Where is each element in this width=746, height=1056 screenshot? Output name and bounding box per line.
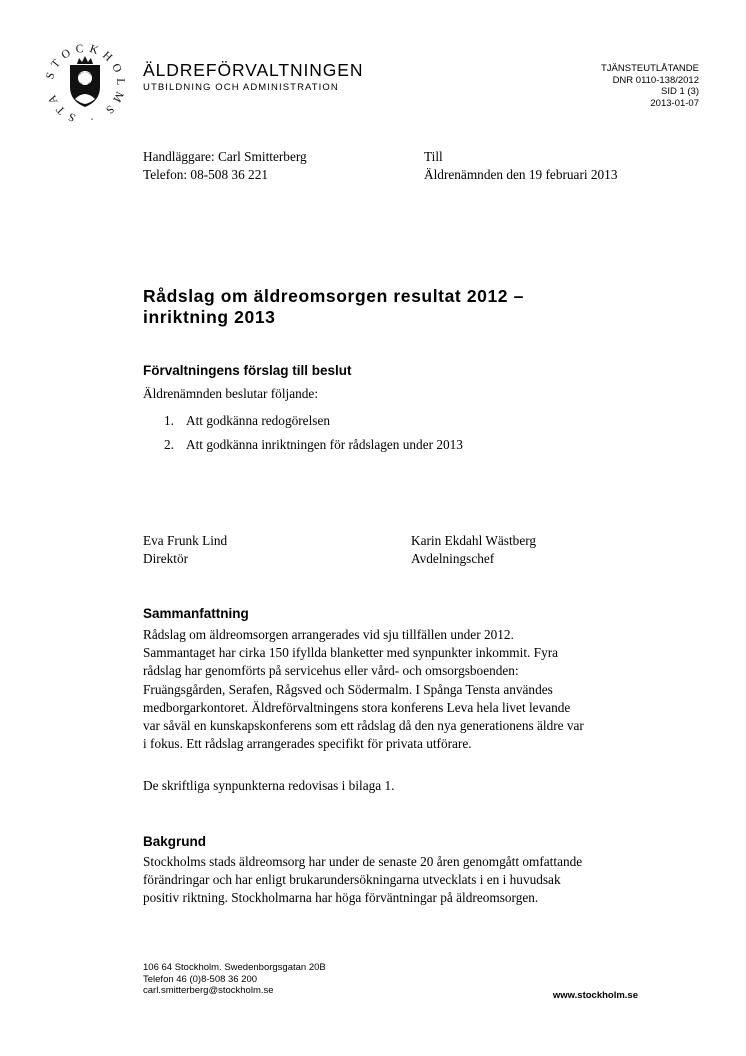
doc-date: 2013-01-07 [650,97,699,109]
to-value: Äldrenämnden den 19 februari 2013 [424,167,618,182]
list-item [164,436,463,460]
footer-street: 106 64 Stockholm. Swedenborgsgatan 20B [143,962,326,973]
text-line: Rådslag om äldreomsorgen arrangerades vid sju tillfällen under 2012. [143,627,514,642]
title-line-2: inriktning 2013 [143,307,276,327]
signature-title: Avdelningschef [411,551,495,566]
signature-department-head [411,532,536,568]
summary-note: De skriftliga synpunkterna redovisas i bilaga 1. [143,778,395,793]
doc-dnr: DNR 0110-138/2012 [612,74,699,86]
signature-title: Direktör [143,551,189,566]
proposal-heading: Förvaltningens förslag till beslut [143,363,352,378]
to-label: Till [424,149,443,164]
footer-address [143,962,326,997]
proposal-intro: Äldrenämnden beslutar följande: [143,386,319,401]
doc-type: TJÄNSTEUTLÅTANDE [600,63,699,74]
background-paragraph [143,853,643,908]
text-line: Fruängsgården, Serafen, Rågsved och Södermalm. I Spånga Tensta användes [143,681,553,697]
signature-director [143,532,227,568]
background-heading: Bakgrund [143,834,207,849]
svg-text:STOCKHOLMS · STAD: STOCKHOLMS · STA [44,43,126,125]
stockholms-stad-logo [44,43,126,125]
summary-paragraph [143,626,643,753]
list-item-text: Att godkänna redogörelsen [186,413,331,428]
text-line: medborgarkontoret. Äldreförvaltningens stora konferens Leva hela livet levande [143,699,571,715]
text-line: positiv riktning. Stockholmarna har höga förväntningar på äldreomsorgen. [143,890,539,906]
summary-heading: Sammanfattning [143,606,249,621]
text-line: Stockholms stads äldreomsorg har under de senaste 20 åren genomgått omfattande [143,854,583,869]
footer-phone: Telefon 46 (0)8-508 36 200 [143,973,258,985]
text-line: var såväl en kunskapskonferens som ett rådslag då den nya generationens äldre var [143,718,584,734]
handler-block [143,148,307,184]
text-line: rådslag har genomförts på servicehus eller vård- och omsorgsboenden: [143,663,519,679]
signature-name: Karin Ekdahl Wästberg [411,533,537,548]
footer-email[interactable]: carl.smitterberg@stockholm.se [143,985,274,996]
doc-page: SID 1 (3) [660,86,699,97]
proposal-list [164,412,463,460]
list-item-number: 1. [164,413,174,428]
org-name: ÄLDREFÖRVALTNINGEN [143,60,364,80]
text-line: förändringar och har enligt brukarundersökningarna utvecklats i en i huvudsak [143,872,561,888]
recipient-block [424,148,617,184]
handler-phone: Telefon: 08-508 36 221 [143,167,268,182]
footer-website-link[interactable]: www.stockholm.se [552,990,638,1001]
list-item [164,412,463,436]
signature-name: Eva Frunk Lind [143,533,228,548]
text-line: i fokus. Ett rådslag arrangerades specifikt för privata utförare. [143,736,472,752]
list-item-text: Att godkänna inriktningen för rådslagen under 2013 [186,437,463,452]
text-line: Sammantaget har cirka 150 ifyllda blanketter med synpunkter inkommit. Fyra [143,645,559,661]
title-line-1: Rådslag om äldreomsorgen resultat 2012 – [143,286,524,306]
list-item-number: 2. [164,437,174,452]
document-title [143,286,613,328]
org-subtitle: UTBILDNING OCH ADMINISTRATION [143,82,339,93]
crest-icon [44,43,126,125]
handler-name: Handläggare: Carl Smitterberg [143,149,307,164]
document-info [601,63,699,109]
